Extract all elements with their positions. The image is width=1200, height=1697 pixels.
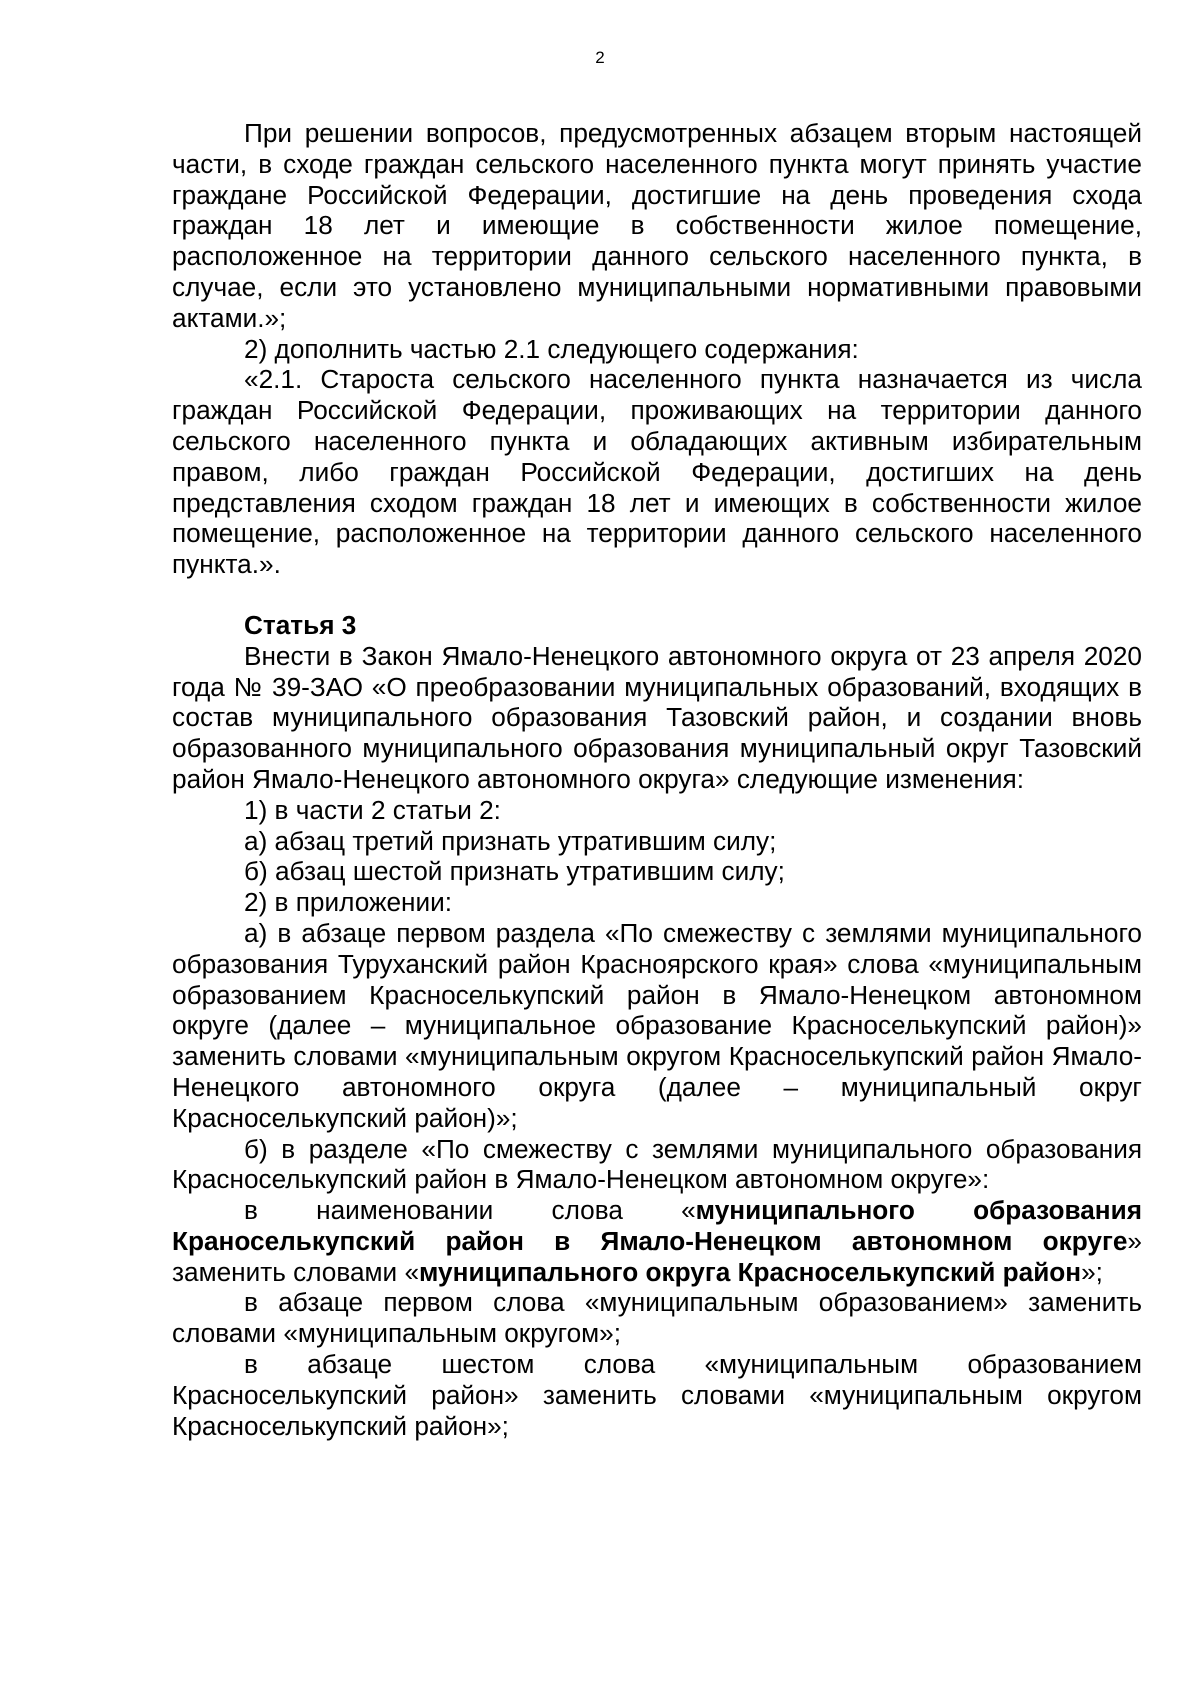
text-run: »; xyxy=(1081,1256,1103,1287)
page-number: 2 xyxy=(595,48,605,67)
paragraph: б) в разделе «По смежеству с землями муниципального образования Красноселькупский район в Ямало-Ненецком автономном округе»: xyxy=(172,1133,1142,1195)
paragraph: При решении вопросов, предусмотренных абзацем вторым настоящей части, в сходе граждан сельского населенного пункта могут принять участие граждане Российской Федерации, достигшие на день проведения схода граждан 18 лет и имеющие в собственности жилое помещение, расположенное на территории данного сельского населенного пункта, в случае, если это установлено муниципальными нормативными правовыми актами.»; xyxy=(172,118,1142,333)
paragraph: 2) в приложении: xyxy=(244,887,453,918)
text-run: в наименовании слова « xyxy=(244,1195,696,1226)
paragraph: в абзаце первом слова «муниципальным образованием» заменить словами «муниципальным округом»; xyxy=(172,1287,1142,1349)
paragraph-with-bold xyxy=(172,1195,1142,1287)
paragraph: а) абзац третий признать утратившим силу; xyxy=(244,825,777,856)
text-run: » заменить словами « xyxy=(172,1225,1142,1287)
paragraph: Внести в Закон Ямало-Ненецкого автономного округа от 23 апреля 2020 года № 39-ЗАО «О преобразовании муниципальных образований, входящих в состав муниципального образования Тазовский район, и создании вновь образованного муниципального образования муниципальный округ Тазовский район Ямало-Ненецкого автономного округа» следующие изменения: xyxy=(172,640,1142,794)
bold-text-run: муниципального образования Краноселькупский район в Ямало-Ненецком автономном округе xyxy=(172,1195,1142,1256)
paragraph: 1) в части 2 статьи 2: xyxy=(244,794,501,825)
paragraph: б) абзац шестой признать утратившим силу; xyxy=(244,856,785,887)
paragraph: 2) дополнить частью 2.1 следующего содержания: xyxy=(244,333,859,364)
paragraph: а) в абзаце первом раздела «По смежеству с землями муниципального образования Туруханский район Красноярского края» слова «муниципальным образованием Красноселькупский район в Ямало-Ненецком автономном округе (далее – муниципальное образование Красноселькупский район)» заменить словами «муниципальным округом Красноселькупский район Ямало-Ненецкого автономного округа (далее – муниципальный округ Красноселькупский район)»; xyxy=(172,917,1142,1133)
bold-text-run: муниципального округа Красноселькупский район xyxy=(419,1256,1082,1287)
article-heading: Статья 3 xyxy=(244,609,357,640)
paragraph: в абзаце шестом слова «муниципальным образованием Красноселькупский район» заменить словами «муниципальным округом Красноселькупский район»; xyxy=(172,1349,1142,1441)
paragraph: «2.1. Староста сельского населенного пункта назначается из числа граждан Российской Федерации, проживающих на территории данного сельского населенного пункта и обладающих активным избирательным правом, либо граждан Российской Федерации, достигших на день представления сходом граждан 18 лет и имеющих в собственности жилое помещение, расположенное на территории данного сельского населенного пункта.». xyxy=(172,364,1142,580)
document-body xyxy=(172,118,1142,1441)
